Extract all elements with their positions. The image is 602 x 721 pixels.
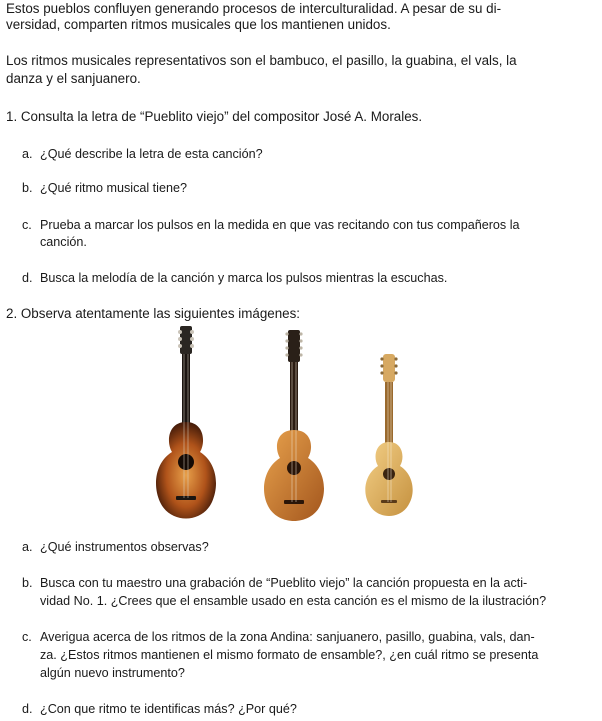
bandola-icon — [264, 330, 324, 521]
guitar-icon — [156, 326, 216, 519]
q2-b-text-2: vidad No. 1. ¿Crees que el ensamble usado en esta canción es el mismo de la ilustración? — [40, 594, 547, 608]
q1-d-label: d. — [22, 271, 33, 285]
q2-b-label: b. — [22, 576, 33, 590]
q2-c-text-2: za. ¿Estos ritmos mantienen el mismo formato de ensamble?, ¿en cuál ritmo se presenta — [40, 648, 539, 662]
intro-line-1: Estos pueblos confluyen generando procesos de interculturalidad. A pesar de su di- — [6, 1, 502, 16]
q2-a-label: a. — [22, 540, 33, 554]
q1-a-label: a. — [22, 147, 33, 161]
q2-b-text: Busca con tu maestro una grabación de “Pueblito viejo” la canción propuesta en la acti- — [40, 576, 528, 590]
question-1: 1. Consulta la letra de “Pueblito viejo” del compositor José A. Morales. — [6, 109, 423, 124]
q1-c-text: Prueba a marcar los pulsos en la medida en que vas recitando con tus compañeros la — [40, 218, 520, 232]
rhythms-line-2: danza y el sanjuanero. — [6, 71, 141, 86]
q2-c-text: Averigua acerca de los ritmos de la zona Andina: sanjuanero, pasillo, guabina, vals, dan- — [40, 630, 535, 644]
q2-d-text: ¿Con que ritmo te identificas más? ¿Por qué? — [40, 702, 297, 716]
q2-d-label: d. — [22, 702, 33, 716]
q1-d-text: Busca la melodía de la canción y marca los pulsos mientras la escuchas. — [40, 271, 448, 285]
tiple-icon — [365, 354, 412, 516]
q1-c-text-2: canción. — [40, 235, 87, 249]
question-2: 2. Observa atentamente las siguientes imágenes: — [6, 306, 301, 321]
q2-a-text: ¿Qué instrumentos observas? — [40, 540, 209, 554]
q1-a-text: ¿Qué describe la letra de esta canción? — [40, 147, 263, 161]
q1-c-label: c. — [22, 218, 32, 232]
instruments-figure — [150, 324, 440, 534]
intro-line-2: versidad, comparten ritmos musicales que los mantienen unidos. — [6, 17, 391, 32]
q2-c-text-3: algún nuevo instrumento? — [40, 666, 185, 680]
q1-b-label: b. — [22, 181, 33, 195]
rhythms-line-1: Los ritmos musicales representativos son el bambuco, el pasillo, la guabina, el vals, la — [6, 53, 517, 68]
q2-c-label: c. — [22, 630, 32, 644]
q1-b-text: ¿Qué ritmo musical tiene? — [40, 181, 187, 195]
